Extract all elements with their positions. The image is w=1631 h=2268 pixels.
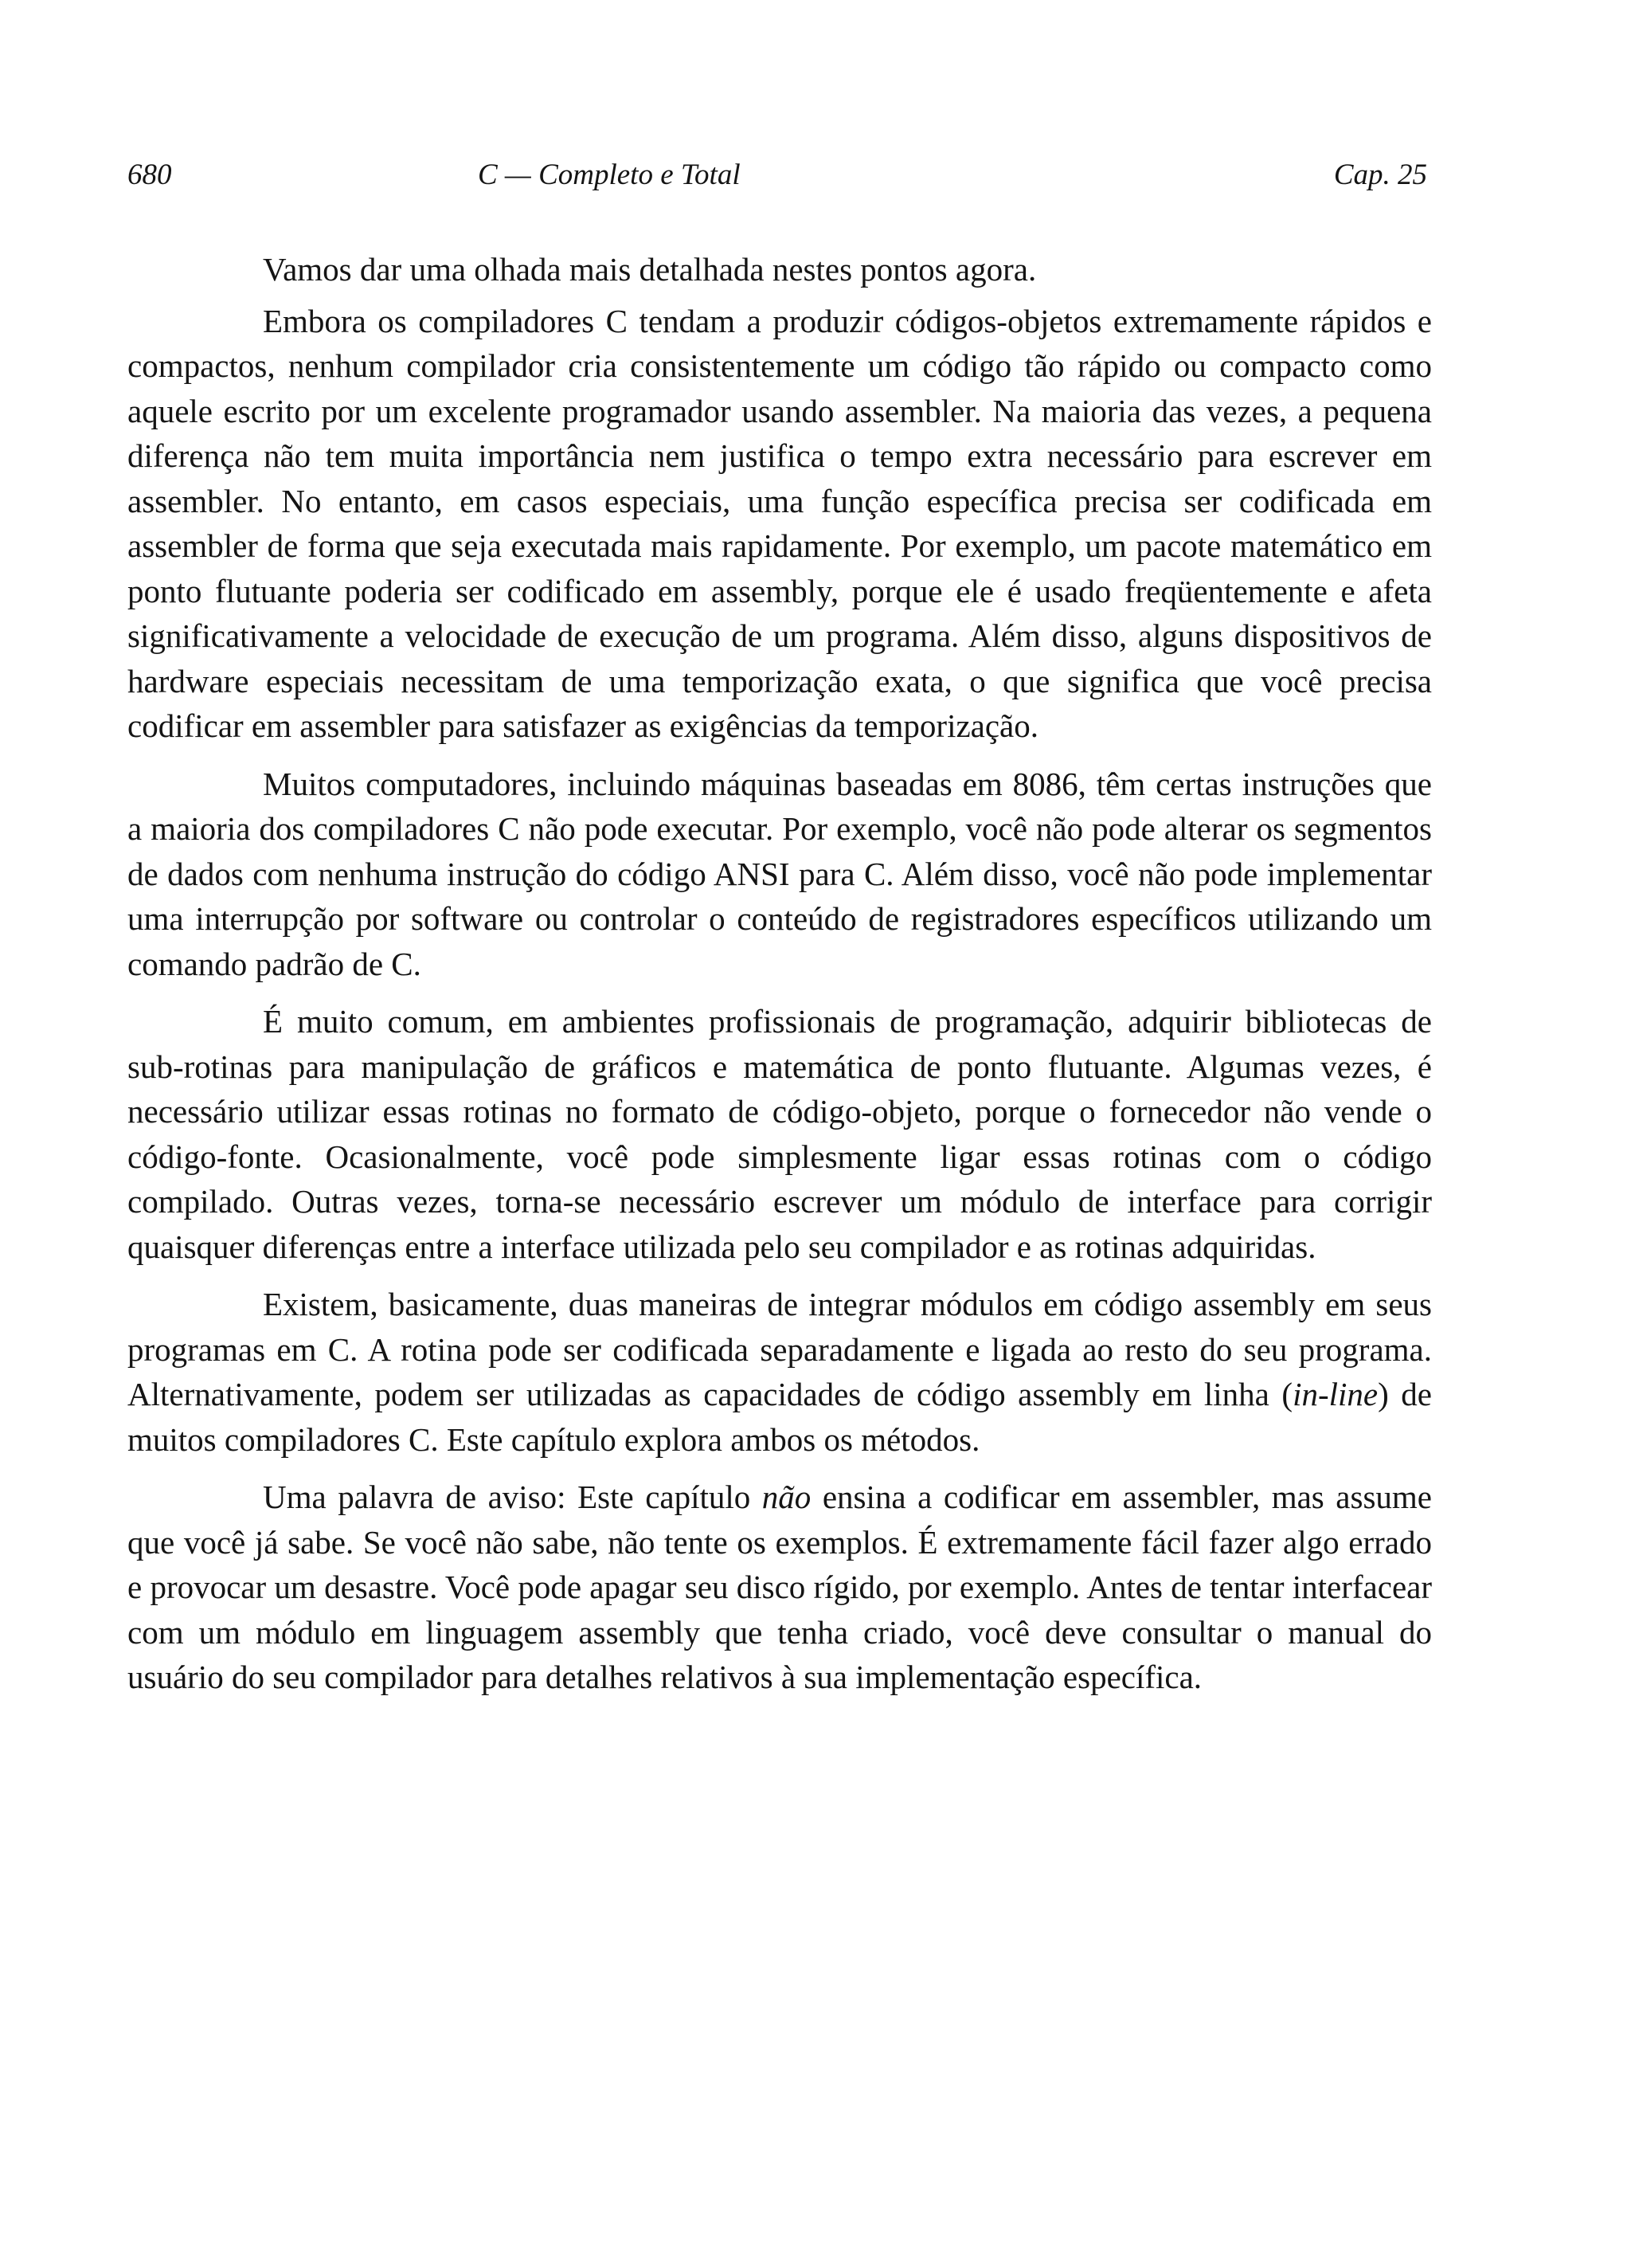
paragraph-text: ensina a codificar em assembler, mas assume que você já sabe. Se você não sabe, não tente os exemplos. É extremamente fácil fazer algo errado e provocar um desastre. Você pode apagar seu disco rígido, por exemplo. Antes de tentar interfacear com um módulo em linguagem assembly que tenha criado, você deve consultar o manual do usuário do seu compilador para detalhes relativos à sua implementação específica.	[127, 1479, 1432, 1695]
body-text	[127, 247, 1432, 1713]
paragraph-libraries: É muito comum, em ambientes profissionais de programação, adquirir bibliotecas de sub-rotinas para manipulação de gráficos e matemática de ponto flutuante. Algumas vezes, é necessário utilizar essas rotinas no formato de código-objeto, porque o fornecedor não vende o código-fonte. Ocasionalmente, você pode simplesmente ligar essas rotinas com o código compilado. Outras vezes, torna-se necessário escrever um módulo de interface para corrigir quaisquer diferenças entre a interface utilizada pelo seu compilador e as rotinas adquiridas.	[127, 1003, 1432, 1265]
paragraph-text: Existem, basicamente, duas maneiras de integrar módulos em código assembly em seus programas em C. A rotina pode ser codificada separadamente e ligada ao resto do seu programa. Alternativamente, podem ser utilizadas as capacidades de código assembly em linha (	[127, 1286, 1432, 1412]
emphasis-text: não	[761, 1479, 812, 1515]
emphasis-text: in-line	[1293, 1376, 1379, 1412]
paragraph-assembler-speed: Embora os compiladores C tendam a produzir códigos-objetos extremamente rápidos e compactos, nenhum compilador cria consistentemente um código tão rápido ou compacto como aquele escrito por um excelente programador usando assembler. Na maioria das vezes, a pequena diferença não tem muita importância nem justifica o tempo extra necessário para escrever em assembler. No entanto, em casos especiais, uma função específica precisa ser codificada em assembler de forma que seja executada mais rapidamente. Por exemplo, um pacote matemático em ponto flutuante poderia ser codificado em assembly, porque ele é usado freqüentemente e afeta significativamente a velocidade de execução de um programa. Além disso, alguns dispositivos de hardware especiais necessitam de uma temporização exata, o que significa que você precisa codificar em assembler para satisfazer as exigências da temporização.	[127, 302, 1432, 744]
paragraph-8086-instructions: Muitos computadores, incluindo máquinas baseadas em 8086, têm certas instruções que a maioria dos compiladores C não pode executar. Por exemplo, você não pode alterar os segmentos de dados com nenhuma instrução do código ANSI para C. Além disso, você não pode implementar uma interrupção por software ou controlar o conteúdo de registradores específicos utilizando um comando padrão de C.	[127, 765, 1432, 982]
chapter-reference: Cap. 25	[1333, 159, 1427, 191]
page-number: 680	[127, 159, 172, 191]
paragraph-intro: Vamos dar uma olhada mais detalhada nestes pontos agora.	[263, 251, 1037, 288]
paragraph-integration-methods	[127, 1282, 1432, 1462]
paragraph-warning	[127, 1475, 1432, 1700]
running-header	[127, 151, 1427, 199]
book-title: C — Completo e Total	[478, 159, 741, 191]
paragraph-text: Uma palavra de aviso: Este capítulo	[263, 1479, 762, 1515]
paragraph-text: ) de muitos compiladores C. Este capítulo explora ambos os métodos.	[127, 1376, 1432, 1458]
